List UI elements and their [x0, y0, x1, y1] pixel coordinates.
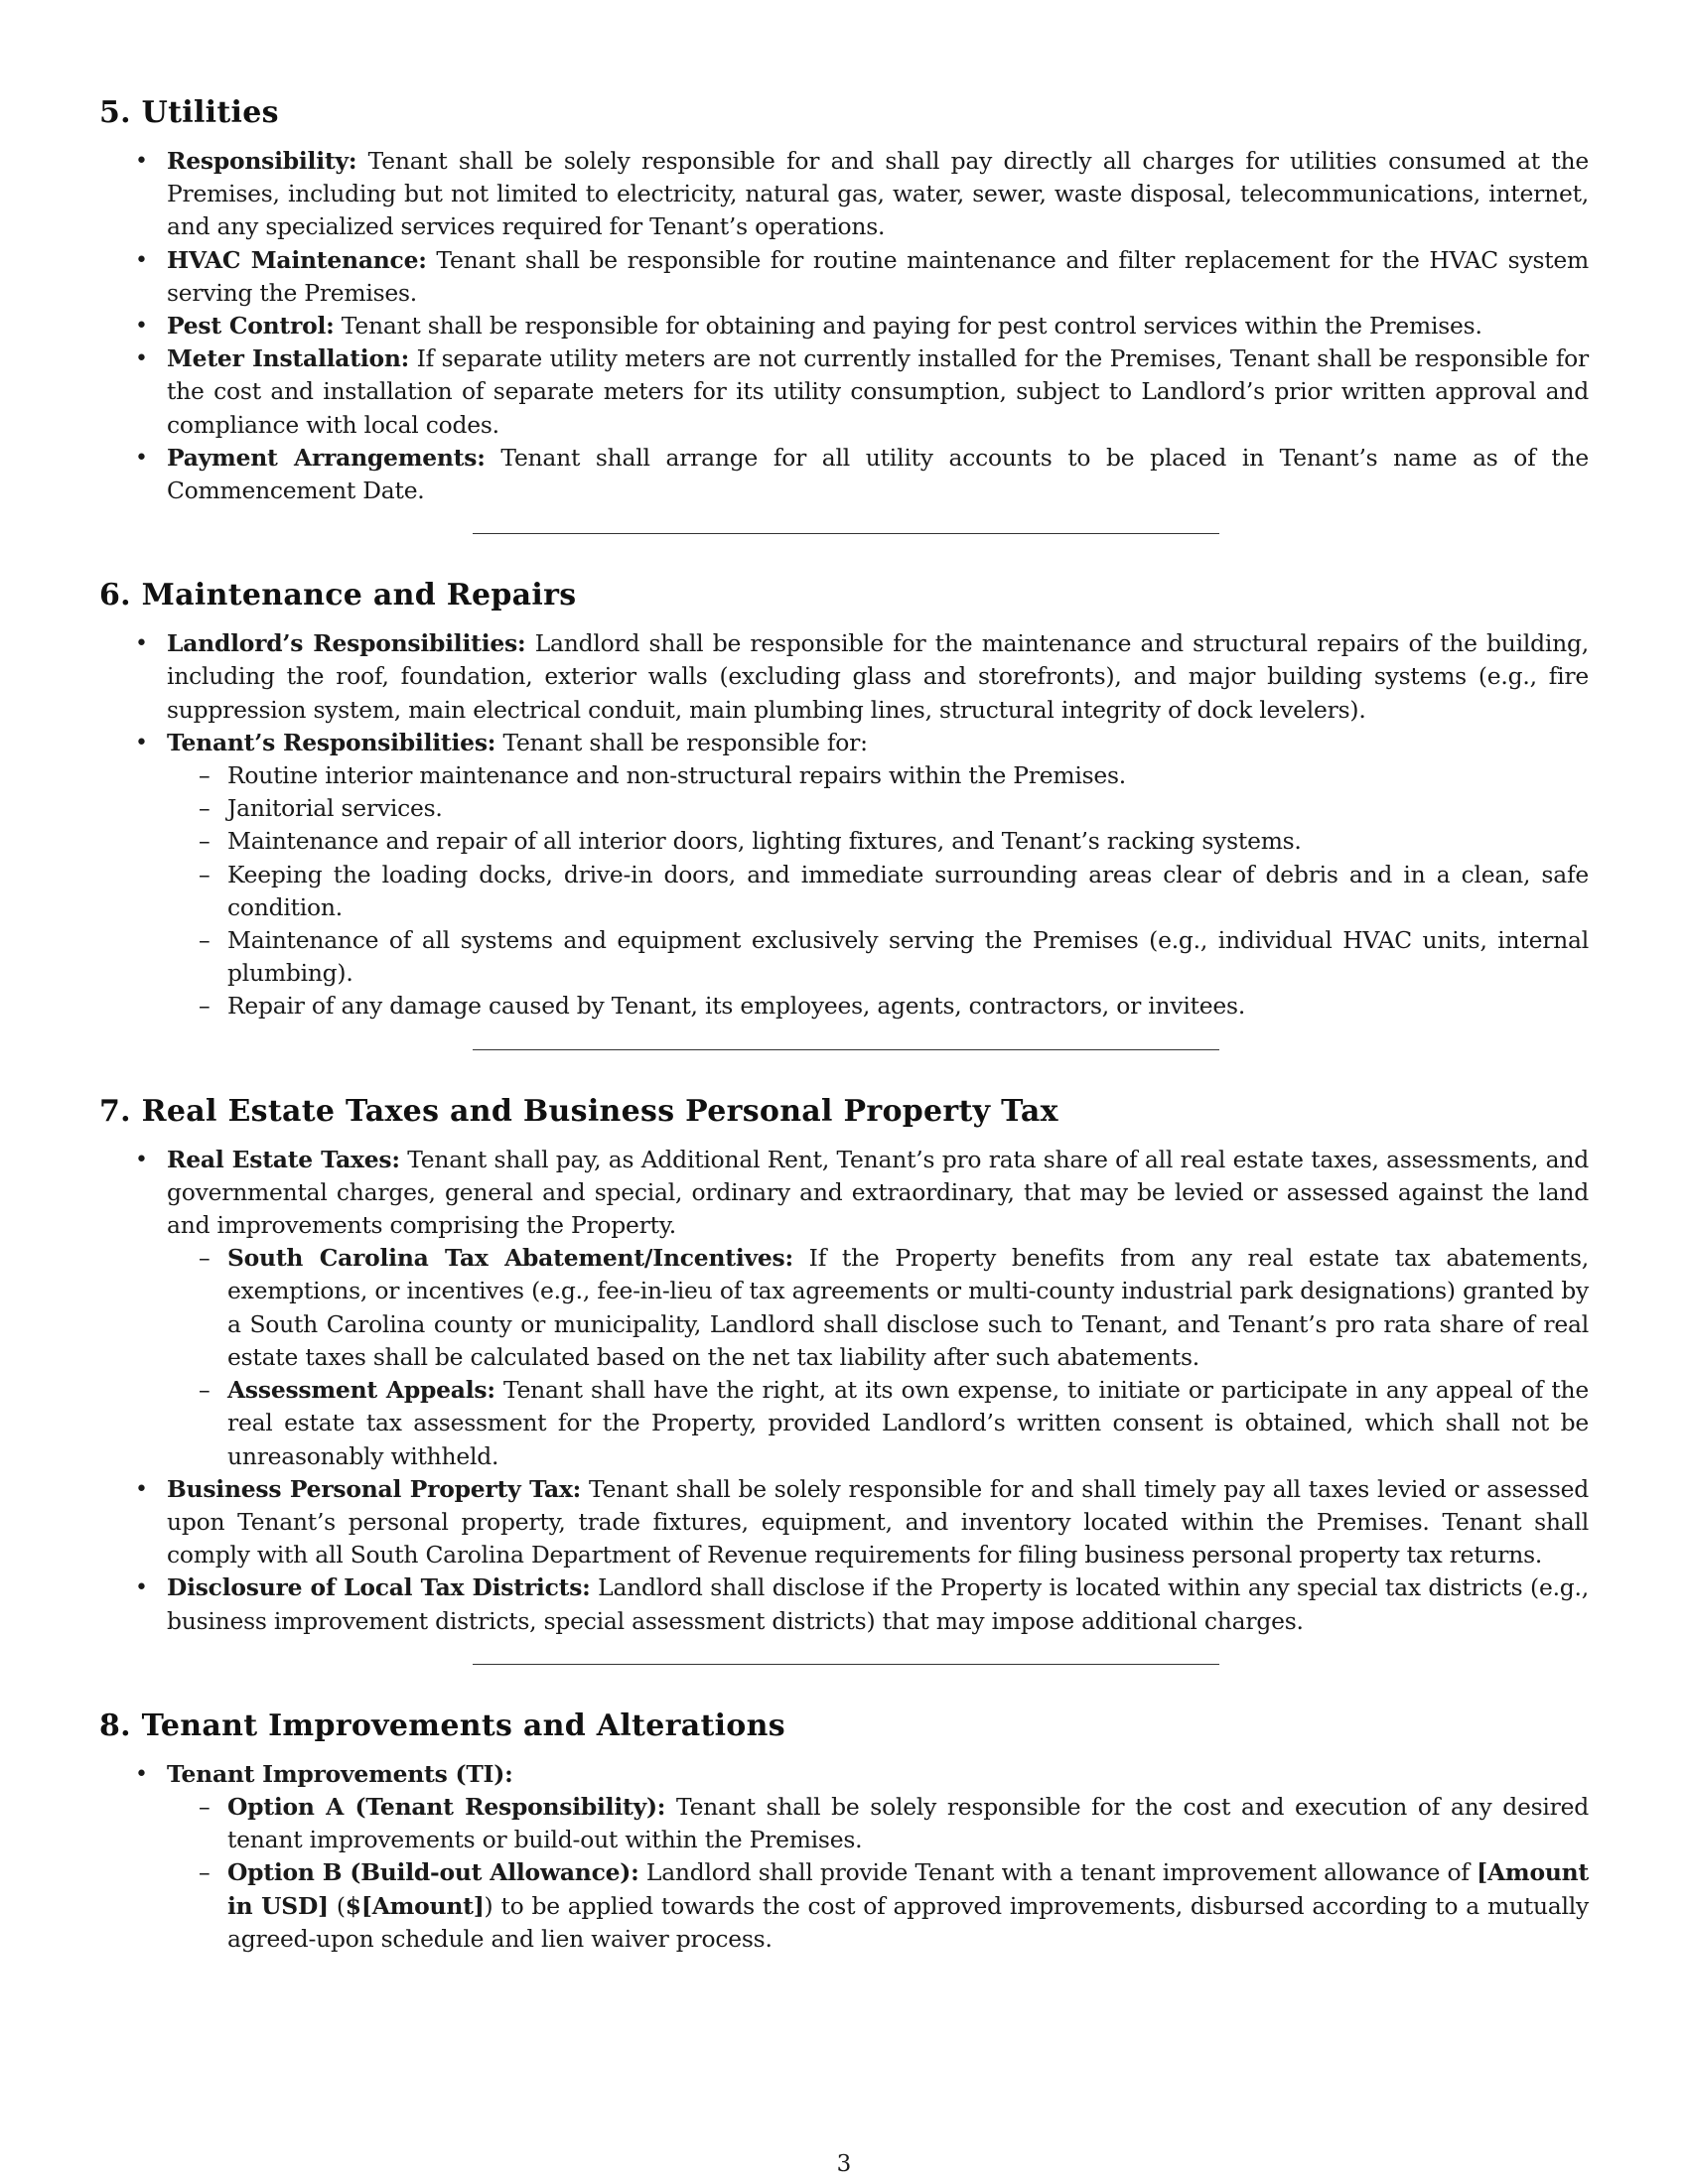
list-item: [99, 310, 1589, 342]
item-label: Real Estate Taxes:: [167, 1145, 400, 1173]
amount-words-placeholder: [Amount in USD]: [227, 1858, 1589, 1920]
list-item: [99, 627, 1589, 727]
sub-item-text: If the Property benefits from any real estate tax abatements, exemptions, or incentives (e.g., fee-in-lieu of tax agreements or multi-county industrial park designations) granted by a South Carolina county or municipality, Landlord shall disclose such to Tenant, and Tenant’s pro rata share of real estate taxes shall be calculated based on the net tax liability after such abatements.: [227, 1244, 1590, 1371]
paren-close: ): [484, 1891, 493, 1920]
sub-list-item: – Repair of any damage caused by Tenant, its employees, agents, contractors, or invitees.: [167, 990, 1589, 1023]
list-item: [99, 1758, 1589, 1956]
list-item: [99, 145, 1589, 244]
item-label: Disclosure of Local Tax Districts:: [167, 1573, 591, 1602]
section-utilities: [99, 95, 1589, 507]
item-text: Tenant shall be responsible for obtaining and paying for pest control services within the Premises.: [341, 312, 1482, 341]
page-number: 3: [836, 2151, 852, 2177]
sub-list: [167, 759, 1589, 1024]
list-item: [99, 727, 1589, 1024]
section-tenant-improvements: [99, 1708, 1589, 1956]
sub-list-item: – Maintenance of all systems and equipment exclusively serving the Premises (e.g., individual HVAC units, internal plumbing).: [167, 924, 1589, 990]
item-label: Responsibility:: [167, 147, 357, 175]
section-heading: 6. Maintenance and Repairs: [99, 578, 577, 614]
sub-list-item: [167, 1242, 1589, 1374]
amount-value-placeholder: $[Amount]: [345, 1891, 485, 1920]
document-page: [99, 95, 1589, 1956]
list-item: [99, 1144, 1589, 1473]
bullet-list: [99, 1144, 1589, 1638]
item-text: Tenant shall arrange for all utility accounts to be placed in Tenant’s name as of the Commencement Date.: [167, 443, 1589, 505]
sub-list-item: – Routine interior maintenance and non-structural repairs within the Premises.: [167, 759, 1589, 792]
sub-list: [167, 1242, 1589, 1472]
sub-item-text: Tenant shall be solely responsible for the cost and execution of any desired tenant improvements or build-out within the Premises.: [227, 1792, 1590, 1854]
section-heading: 5. Utilities: [99, 95, 279, 130]
sub-item-text: Tenant shall have the right, at its own expense, to initiate or participate in any appeal of the real estate tax assessment for the Property, provided Landlord’s written consent is obtained, which shall not be unreasonably withheld.: [227, 1376, 1589, 1470]
sub-item-label: Option A (Tenant Responsibility):: [227, 1792, 666, 1821]
list-item: [99, 1571, 1589, 1637]
section-real-estate-taxes: [99, 1094, 1589, 1638]
item-label: Meter Installation:: [167, 344, 410, 373]
section-heading: 7. Real Estate Taxes and Business Personal Property Tax: [99, 1093, 1058, 1129]
list-item: [99, 1473, 1589, 1572]
item-label: HVAC Maintenance:: [167, 245, 427, 274]
sub-item-label: South Carolina Tax Abatement/Incentives:: [227, 1244, 793, 1273]
sub-list: [167, 1791, 1589, 1956]
sub-list-item: – Maintenance and repair of all interior doors, lighting fixtures, and Tenant’s racking systems.: [167, 825, 1589, 858]
item-label: Payment Arrangements:: [167, 443, 486, 472]
sub-list-item: [167, 1374, 1589, 1473]
item-text: Tenant shall pay, as Additional Rent, Tenant’s pro rata share of all real estate taxes, assessments, and governmental charges, general and special, ordinary and extraordinary, that may be levied or assessed against the land and improvements comprising the Property.: [167, 1145, 1589, 1240]
list-item: [99, 442, 1589, 507]
sub-item-text: to be applied towards the cost of approved improvements, disbursed according to a mutually agreed-upon schedule and lien waiver process.: [227, 1891, 1590, 1953]
item-text: Tenant shall be solely responsible for and shall timely pay all taxes levied or assessed upon Tenant’s personal property, trade fixtures, equipment, and inventory located within the Premises. Tenant shall comply with all South Carolina Department of Revenue requirements for filing business personal property tax returns.: [167, 1474, 1590, 1570]
sub-list-item: [167, 1791, 1589, 1856]
sub-list-item: [167, 1856, 1589, 1956]
item-label: Landlord’s Responsibilities:: [167, 629, 526, 658]
paren-open: (: [336, 1891, 346, 1920]
sub-item-text: Landlord shall provide Tenant with a tenant improvement allowance of: [645, 1858, 1470, 1887]
bullet-list: [99, 145, 1589, 507]
item-label: Business Personal Property Tax:: [167, 1474, 582, 1503]
section-maintenance-repairs: [99, 578, 1589, 1023]
bullet-list: [99, 1758, 1589, 1956]
section-divider: [473, 1664, 1219, 1665]
item-text: Tenant shall be solely responsible for and shall pay directly all charges for utilities consumed at the Premises, including but not limited to electricity, natural gas, water, sewer, waste disposal, telecommunications, internet, and any specialized services required for Tenant’s operations.: [167, 147, 1590, 241]
list-item: [99, 342, 1589, 442]
item-text: Tenant shall be responsible for:: [502, 728, 868, 756]
section-heading: 8. Tenant Improvements and Alterations: [99, 1707, 785, 1743]
sub-list-item: – Janitorial services.: [167, 792, 1589, 825]
item-label: Tenant’s Responsibilities:: [167, 728, 496, 756]
section-divider: [473, 533, 1219, 534]
item-label: Tenant Improvements (TI):: [167, 1759, 513, 1788]
item-text: If separate utility meters are not currently installed for the Premises, Tenant shall be responsible for the cost and installation of separate meters for its utility consumption, subject to Landlord’s prior written approval and compliance with local codes.: [167, 344, 1590, 439]
section-divider: [473, 1049, 1219, 1050]
bullet-list: [99, 627, 1589, 1023]
item-label: Pest Control:: [167, 312, 335, 341]
item-text: Landlord shall be responsible for the maintenance and structural repairs of the building, including the roof, foundation, exterior walls (excluding glass and storefronts), and major building systems (e.g., fire suppression system, main electrical conduit, main plumbing lines, structural integrity of dock levelers).: [167, 629, 1589, 724]
item-text: Tenant shall be responsible for routine maintenance and filter replacement for the HVAC system serving the Premises.: [167, 245, 1590, 307]
sub-item-label: Option B (Build-out Allowance):: [227, 1858, 639, 1887]
list-item: [99, 244, 1589, 310]
sub-list-item: – Keeping the loading docks, drive-in doors, and immediate surrounding areas clear of debris and in a clean, safe condition.: [167, 859, 1589, 924]
item-text: Landlord shall disclose if the Property is located within any special tax districts (e.g., business improvement districts, special assessment districts) that may impose additional charges.: [167, 1573, 1589, 1635]
sub-item-label: Assessment Appeals:: [227, 1376, 495, 1405]
